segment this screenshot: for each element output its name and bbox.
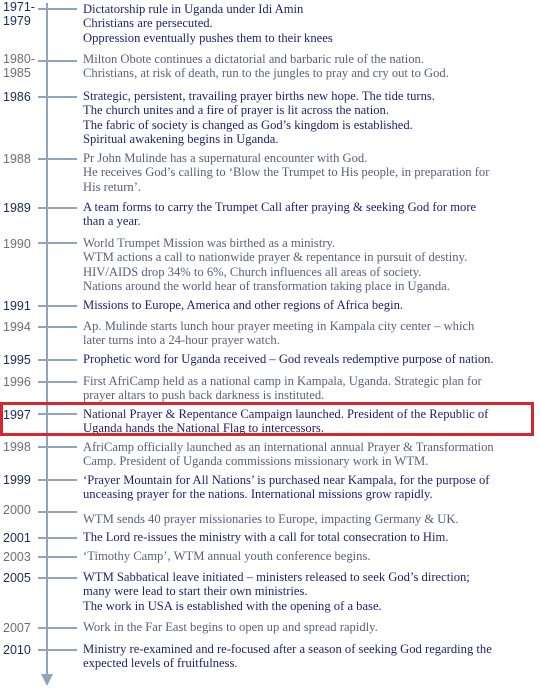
year-label: 2005 bbox=[3, 571, 31, 585]
timeline-axis bbox=[46, 3, 48, 675]
year-label: 1995 bbox=[3, 353, 31, 367]
highlight-box-1997 bbox=[0, 402, 534, 436]
timeline-entry: Prophetic word for Uganda received – God reveals redemptive purpose of nation. bbox=[83, 352, 494, 366]
year-label: 1986 bbox=[3, 90, 31, 104]
year-label: 2010 bbox=[3, 643, 31, 657]
timeline-tick bbox=[38, 96, 77, 98]
timeline-tick bbox=[38, 381, 77, 383]
timeline-arrow-icon bbox=[41, 674, 53, 686]
year-label: 1994 bbox=[3, 320, 31, 334]
timeline-tick bbox=[38, 305, 77, 307]
timeline-entry: Work in the Far East begins to open up and spread rapidly. bbox=[83, 620, 378, 634]
timeline-entry: WTM Sabbatical leave initiated – ministers released to seek God’s direction; many were lead to start their own ministries. The work in USA is established with the opening of a base. bbox=[83, 570, 470, 613]
year-label: 1989 bbox=[3, 201, 31, 215]
timeline-entry: Missions to Europe, America and other regions of Africa begin. bbox=[83, 298, 404, 312]
year-label: 2000 bbox=[3, 503, 31, 517]
year-label: 1998 bbox=[3, 440, 31, 454]
timeline-tick bbox=[38, 8, 77, 10]
year-label: 1980- 1985 bbox=[3, 52, 35, 80]
timeline-entry: WTM sends 40 prayer missionaries to Europe, impacting Germany & UK. bbox=[83, 512, 459, 526]
year-label: 2007 bbox=[3, 621, 31, 635]
timeline-tick bbox=[38, 242, 77, 244]
year-label: 1971- 1979 bbox=[3, 0, 35, 28]
timeline-entry: National Prayer & Repentance Campaign launched. President of the Republic of Uganda hands the National Flag to intercessors. bbox=[83, 407, 489, 436]
timeline-entry: A team forms to carry the Trumpet Call after praying & seeking God for more than a year. bbox=[83, 200, 477, 229]
timeline-tick bbox=[38, 60, 77, 62]
timeline-entry: World Trumpet Mission was birthed as a ministry. WTM actions a call to nationwide prayer & repentance in pursuit of destiny. HIV/AIDS drop 34% to 6%, Church influences all areas of society. Nations around the world hear of transformation taking place in Uganda. bbox=[83, 236, 468, 294]
timeline-tick bbox=[38, 537, 77, 539]
timeline-tick bbox=[38, 207, 77, 209]
year-label: 1990 bbox=[3, 237, 31, 251]
timeline-entry: Ap. Mulinde starts lunch hour prayer meeting in Kampala city center – which later turns into a 24-hour prayer watch. bbox=[83, 319, 475, 348]
year-label: 1996 bbox=[3, 375, 31, 389]
timeline-tick bbox=[38, 627, 77, 629]
year-label: 1991 bbox=[3, 299, 31, 313]
timeline-tick bbox=[38, 446, 77, 448]
year-label: 1999 bbox=[3, 473, 31, 487]
timeline-entry: ‘Timothy Camp’, WTM annual youth conference begins. bbox=[83, 549, 371, 563]
year-label: 2001 bbox=[3, 531, 31, 545]
year-label: 1988 bbox=[3, 152, 31, 166]
timeline-tick bbox=[38, 649, 77, 651]
year-label: 2003 bbox=[3, 550, 31, 564]
timeline-entry: Strategic, persistent, travailing prayer births new hope. The tide turns. The church unites and a fire of prayer is lit across the nation. The fabric of society is changed as God’s kingdom is established. Spiritual awakening begins in Uganda. bbox=[83, 89, 435, 147]
timeline-tick bbox=[38, 479, 77, 481]
timeline-entry: Ministry re-examined and re-focused after a season of seeking God regarding the expected levels of fruitfulness. bbox=[83, 642, 492, 671]
year-label: 1997 bbox=[3, 408, 31, 422]
timeline-entry: Pr John Mulinde has a supernatural encounter with God. He receives God’s calling to ‘Blow the Trumpet to His people, in preparation for His return’. bbox=[83, 151, 490, 194]
timeline-tick bbox=[38, 158, 77, 160]
timeline-entry: First AfriCamp held as a national camp in Kampala, Uganda. Strategic plan for prayer altars to push back darkness is instituted. bbox=[83, 374, 482, 403]
timeline-tick bbox=[38, 556, 77, 558]
timeline-entry: AfriCamp officially launched as an international annual Prayer & Transformation Camp. President of Uganda commissions missionary work in WTM. bbox=[83, 440, 494, 469]
timeline-entry: The Lord re-issues the ministry with a call for total consecration to Him. bbox=[83, 530, 449, 544]
timeline-entry: Milton Obote continues a dictatorial and barbaric rule of the nation. Christians, at risk of death, run to the jungles to pray and cry out to God. bbox=[83, 52, 449, 81]
timeline-entry: Dictatorship rule in Uganda under Idi Amin Christians are persecuted. Oppression eventually pushes them to their knees bbox=[83, 2, 333, 45]
timeline-entry: ‘Prayer Mountain for All Nations’ is purchased near Kampala, for the purpose of unceasing prayer for the nations. International missions grow rapidly. bbox=[83, 473, 490, 502]
timeline-tick bbox=[38, 359, 77, 361]
timeline-tick bbox=[38, 326, 77, 328]
timeline-tick bbox=[38, 577, 77, 579]
timeline-tick bbox=[38, 511, 77, 513]
